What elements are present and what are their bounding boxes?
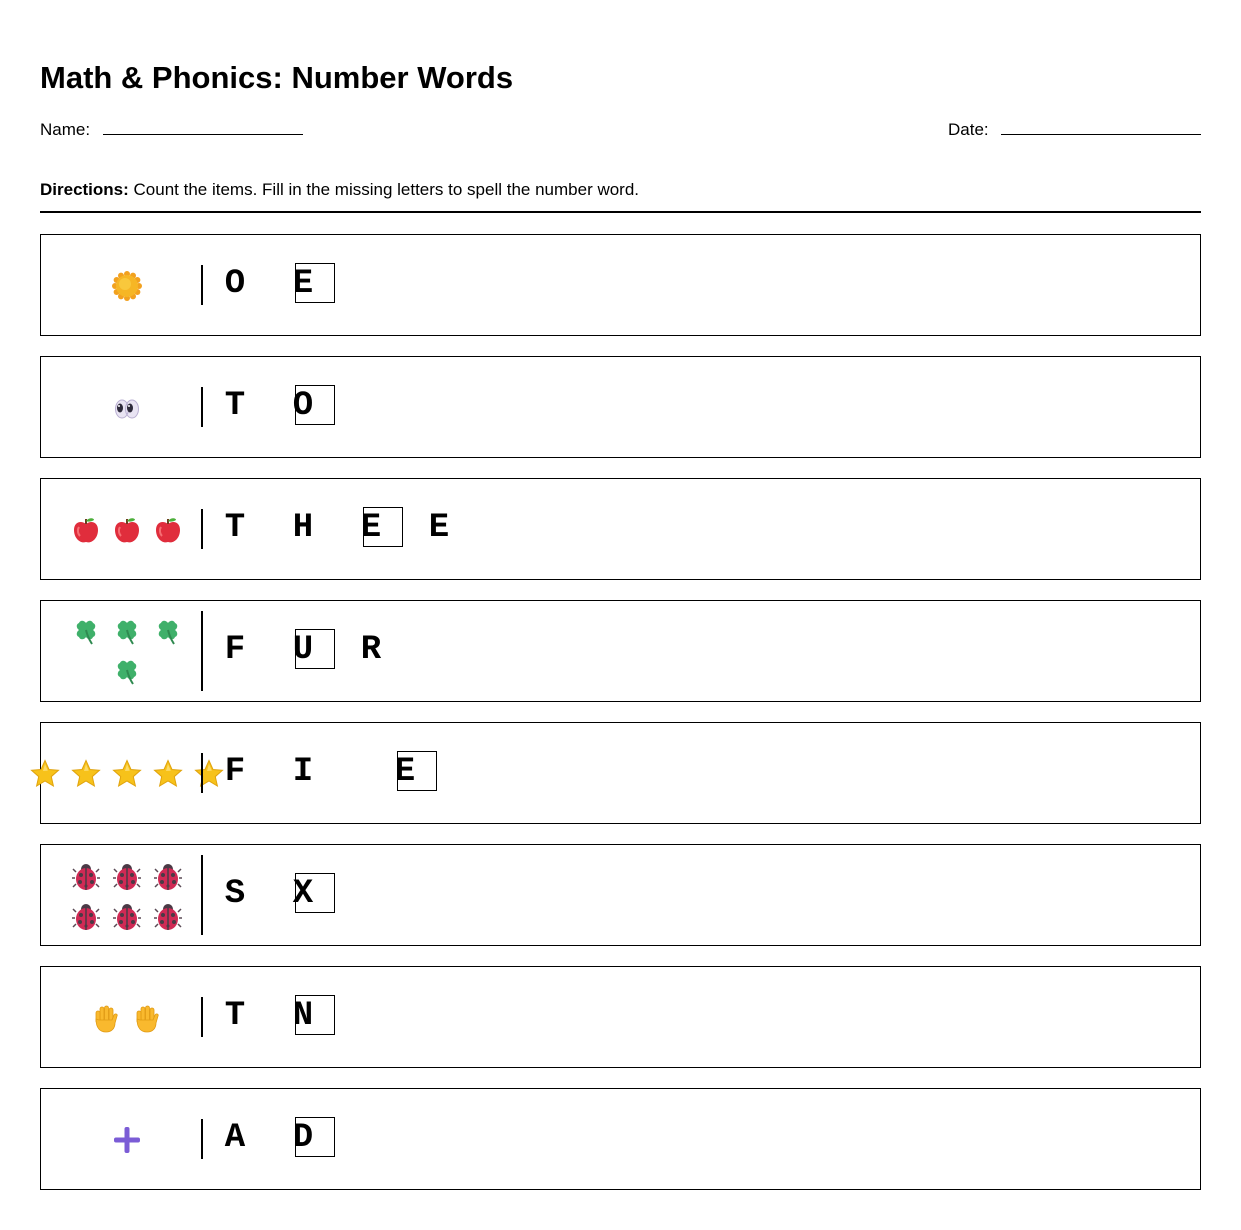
picture-group [41, 723, 211, 823]
picture-group [41, 601, 211, 701]
hand-icon [91, 1004, 121, 1034]
picture-group [41, 1089, 211, 1189]
date-line[interactable] [1001, 134, 1201, 135]
name-label: Name: [40, 120, 91, 139]
word-letter: H [292, 509, 314, 547]
word-letter: I [292, 753, 314, 791]
exercise-row [40, 966, 1201, 1068]
word-letter: A [224, 1119, 246, 1157]
star-icon [112, 759, 142, 789]
page-title: Math & Phonics: Number Words [40, 60, 514, 95]
eyes-icon [112, 393, 142, 423]
word-letter: T [224, 997, 246, 1035]
clover-icon [153, 616, 183, 646]
ladybug-icon [71, 902, 101, 932]
directions-text: Count the items. Fill in the missing letters to spell the number word. [133, 180, 640, 199]
picture-group [41, 235, 211, 335]
word-letter: O [224, 265, 246, 303]
clover-icon [112, 656, 142, 686]
word-letter: E [394, 753, 416, 791]
word-letter: D [292, 1119, 314, 1157]
plus-icon [112, 1125, 142, 1155]
word-letter: E [428, 509, 450, 547]
exercise-row [40, 478, 1201, 580]
word-letter: N [292, 997, 314, 1035]
word-letter: R [360, 631, 382, 669]
star-icon [30, 759, 60, 789]
name-line[interactable] [103, 134, 303, 135]
row-divider [201, 265, 203, 305]
exercise-row [40, 1088, 1201, 1190]
header-rule [40, 211, 1201, 213]
row-divider [201, 855, 203, 935]
star-icon [153, 759, 183, 789]
sun-icon [112, 271, 142, 301]
row-divider [201, 753, 203, 793]
exercise-row [40, 234, 1201, 336]
directions [40, 180, 639, 200]
word-letter: T [224, 509, 246, 547]
word-letter: E [292, 265, 314, 303]
ladybug-icon [153, 902, 183, 932]
row-divider [201, 611, 203, 691]
star-icon [71, 759, 101, 789]
exercise-row [40, 844, 1201, 946]
row-divider [201, 997, 203, 1037]
word-letter: T [224, 387, 246, 425]
row-divider [201, 387, 203, 427]
word-letter: F [224, 753, 246, 791]
word-letter: E [360, 509, 382, 547]
picture-group [41, 845, 211, 945]
clover-icon [71, 616, 101, 646]
word-letter: F [224, 631, 246, 669]
hand-icon [132, 1004, 162, 1034]
apple-icon [153, 515, 183, 545]
exercise-row [40, 722, 1201, 824]
word-letter: S [224, 875, 246, 913]
apple-icon [71, 515, 101, 545]
word-letter: X [292, 875, 314, 913]
row-divider [201, 1119, 203, 1159]
picture-group [41, 479, 211, 579]
ladybug-icon [153, 862, 183, 892]
exercise-row [40, 600, 1201, 702]
clover-icon [112, 616, 142, 646]
directions-label: Directions: [40, 180, 129, 199]
ladybug-icon [71, 862, 101, 892]
word-letter: U [292, 631, 314, 669]
picture-group [41, 967, 211, 1067]
date-label: Date: [948, 120, 989, 139]
exercise-row [40, 356, 1201, 458]
row-divider [201, 509, 203, 549]
apple-icon [112, 515, 142, 545]
picture-group [41, 357, 211, 457]
word-letter: O [292, 387, 314, 425]
ladybug-icon [112, 862, 142, 892]
ladybug-icon [112, 902, 142, 932]
